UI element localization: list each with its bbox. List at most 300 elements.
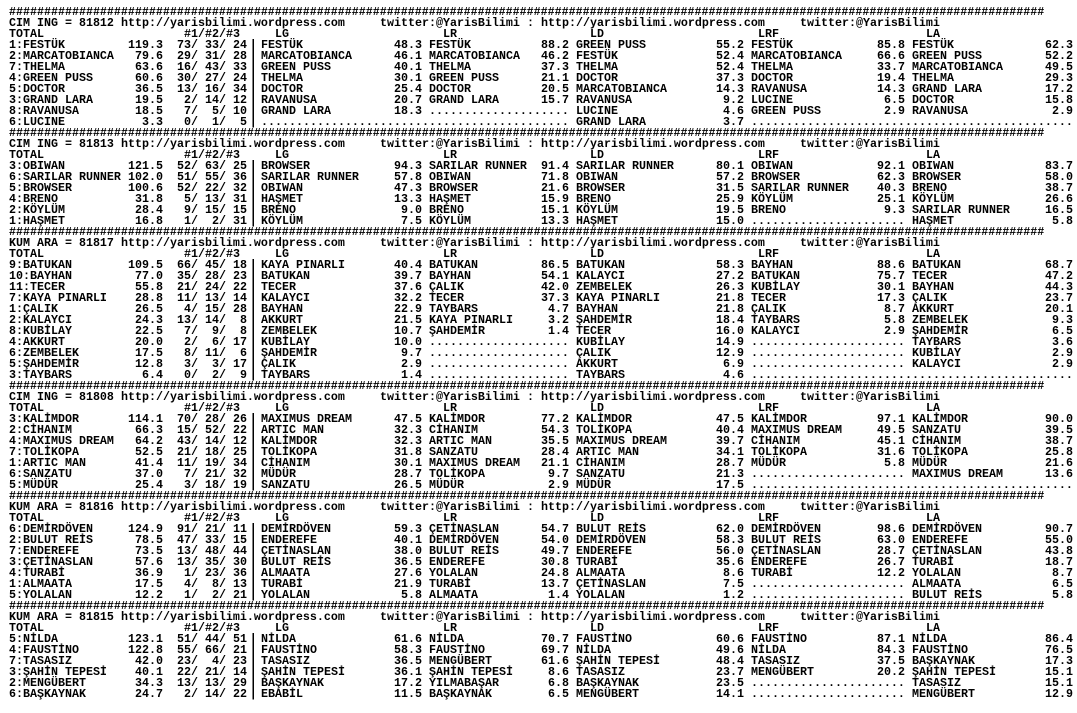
lr-score: 35.5 (541, 434, 569, 448)
lg-score: 94.3 (394, 159, 422, 173)
pick-counts: 30/ 27/ 24 (177, 71, 247, 85)
header-lrf: LRF (758, 401, 779, 415)
column-divider: | (249, 522, 257, 536)
lrf-score: 87.1 (877, 632, 905, 646)
lrf-empty-dots: ...................... (751, 368, 905, 382)
header-picks: #1/#2/#3 (184, 621, 240, 635)
lr-horse: NİLDA (429, 632, 464, 646)
ld-horse: ŞAHDEMİR (576, 313, 632, 327)
total-score: 60.6 (135, 71, 163, 85)
header-lg: LG (275, 401, 289, 415)
total-score: 19.5 (135, 93, 163, 107)
la-horse: KALİMDOR (912, 412, 968, 426)
la-horse: TAYBARS (912, 335, 961, 349)
lr-horse: BAYHAN (429, 269, 471, 283)
lr-horse: YOLALAN (429, 566, 478, 580)
race-title: CIM ING = 81812 (9, 16, 114, 30)
total-score: 31.8 (135, 192, 163, 206)
ld-horse: HAŞMET (576, 214, 618, 228)
column-divider: | (249, 368, 257, 382)
lg-score: 40.4 (394, 258, 422, 272)
lrf-horse: BRENO (751, 203, 786, 217)
site-url: http://yarisbilimi.wordpress.com (541, 236, 765, 250)
horse-name: 5:MÜDÜR (9, 478, 58, 492)
lr-horse: TAYBARS (429, 302, 478, 316)
lr-horse: BULUT REİS (429, 544, 499, 558)
column-divider: | (249, 104, 257, 118)
pick-counts: 66/ 45/ 18 (177, 258, 247, 272)
lr-horse: GREEN PUSS (429, 71, 499, 85)
la-score: 9.3 (1052, 313, 1073, 327)
la-score: 29.3 (1045, 71, 1073, 85)
title-separator: : (527, 16, 534, 30)
pick-counts: 2/ 14/ 22 (184, 687, 247, 701)
ld-horse: ARTIC MAN (576, 445, 639, 459)
horse-name: 7:ENDEREFE (9, 544, 79, 558)
la-horse: SANZATU (912, 423, 961, 437)
ld-horse: AKKURT (576, 357, 618, 371)
la-score: 52.2 (1045, 49, 1073, 63)
pick-counts: 29/ 31/ 28 (177, 49, 247, 63)
ld-score: 28.7 (716, 456, 744, 470)
total-score: 40.1 (135, 665, 163, 679)
lrf-empty-dots: ...................... (751, 676, 905, 690)
column-divider: | (249, 555, 257, 569)
horse-name: 6:SARILAR RUNNER (9, 170, 121, 184)
ld-score: 16.0 (716, 324, 744, 338)
total-score: 18.5 (135, 104, 163, 118)
ld-score: 55.2 (716, 38, 744, 52)
lr-score: 30.8 (541, 555, 569, 569)
lg-score: 10.7 (394, 324, 422, 338)
lrf-empty-dots: ...................... (751, 357, 905, 371)
lg-score: 25.4 (394, 82, 422, 96)
pick-counts: 52/ 63/ 25 (177, 159, 247, 173)
ld-horse: ZEMBELEK (576, 280, 632, 294)
lr-horse: HAŞMET (429, 192, 471, 206)
la-score: 23.7 (1045, 291, 1073, 305)
pick-counts: 73/ 33/ 24 (177, 38, 247, 52)
ld-score: 62.0 (716, 522, 744, 536)
hash-separator: #################################################################################################################################################### (9, 489, 1045, 503)
lrf-empty-dots: ...................... (751, 687, 905, 701)
column-divider: | (249, 676, 257, 690)
la-score: 86.4 (1045, 632, 1073, 646)
lg-horse: MÜDÜR (261, 467, 296, 481)
lr-empty-dots: .................... (429, 335, 569, 349)
pick-counts: 35/ 28/ 23 (177, 269, 247, 283)
twitter-handle: twitter:@YarisBilimi (800, 390, 940, 404)
lg-horse: TASASIZ (261, 654, 310, 668)
lr-horse: DEMİRDÖVEN (429, 533, 499, 547)
ld-score: 21.8 (716, 302, 744, 316)
lrf-horse: TAYBARS (751, 313, 800, 327)
lg-horse: BATUKAN (261, 269, 310, 283)
lr-score: 37.3 (541, 291, 569, 305)
la-horse: THELMA (912, 71, 954, 85)
total-score: 57.6 (135, 555, 163, 569)
lrf-horse: THELMA (751, 60, 793, 74)
header-lr: LR (443, 511, 457, 525)
lg-score: 31.8 (394, 445, 422, 459)
horse-name: 5:DOCTOR (9, 82, 65, 96)
lg-score: 17.2 (394, 676, 422, 690)
lr-horse: ÇETİNASLAN (429, 522, 499, 536)
lr-horse: ALMAATA (429, 588, 478, 602)
column-divider: | (249, 170, 257, 184)
ld-score: 27.2 (716, 269, 744, 283)
horse-name: 4:FAUSTİNO (9, 643, 79, 657)
ld-score: 52.4 (716, 60, 744, 74)
lg-score: 28.7 (394, 467, 422, 481)
hash-separator: #################################################################################################################################################### (9, 599, 1045, 613)
la-score: 62.3 (1045, 38, 1073, 52)
total-score: 24.7 (135, 687, 163, 701)
lr-score: 21.1 (541, 71, 569, 85)
ld-score: 9.2 (723, 93, 744, 107)
ld-horse: DOCTOR (576, 71, 618, 85)
lg-horse: NİLDA (261, 632, 296, 646)
header-lrf: LRF (758, 511, 779, 525)
horse-name: 8:RAVANUSA (9, 104, 79, 118)
pick-counts: 7/ 5/ 10 (184, 104, 247, 118)
title-separator: : (527, 500, 534, 514)
total-score: 42.0 (135, 654, 163, 668)
lg-horse: TECER (261, 280, 296, 294)
lr-score: 1.4 (548, 324, 569, 338)
total-score: 36.5 (135, 82, 163, 96)
lg-score: 30.1 (394, 71, 422, 85)
header-lr: LR (443, 148, 457, 162)
ld-score: 40.4 (716, 423, 744, 437)
lg-score: 32.2 (394, 291, 422, 305)
lg-score: 46.1 (394, 49, 422, 63)
lg-horse: SANZATU (261, 478, 310, 492)
ld-horse: KAYA PINARLI (576, 291, 660, 305)
ld-horse: TECER (576, 324, 611, 338)
la-horse: TECER (912, 269, 947, 283)
lg-score: 2.9 (401, 357, 422, 371)
la-score: 47.2 (1045, 269, 1073, 283)
la-horse: ŞAHDEMİR (912, 324, 968, 338)
ld-score: 49.6 (716, 643, 744, 657)
lg-score: 18.3 (394, 104, 422, 118)
column-divider: | (249, 313, 257, 327)
lr-horse: SARILAR RUNNER (429, 159, 527, 173)
lg-score: 48.3 (394, 38, 422, 52)
header-ld: LD (590, 511, 604, 525)
lg-score: 36.5 (394, 654, 422, 668)
ld-horse: ÇETİNASLAN (576, 577, 646, 591)
lg-horse: MAXIMUS DREAM (261, 412, 352, 426)
ld-horse: MÜDÜR (576, 478, 611, 492)
la-score: 6.5 (1052, 577, 1073, 591)
lg-score: 32.3 (394, 423, 422, 437)
pick-counts: 23/ 4/ 23 (177, 654, 247, 668)
ld-horse: FAUSTİNO (576, 632, 632, 646)
lr-horse: OBIWAN (429, 170, 471, 184)
horse-name: 10:BAYHAN (9, 269, 72, 283)
lr-score: 8.6 (548, 665, 569, 679)
ld-horse: BROWSER (576, 181, 625, 195)
la-horse: NİLDA (912, 632, 947, 646)
la-score: 90.0 (1045, 412, 1073, 426)
lrf-score: 88.6 (877, 258, 905, 272)
pick-counts: 52/ 22/ 32 (177, 181, 247, 195)
ld-score: 14.9 (716, 335, 744, 349)
lrf-horse: ÇETİNASLAN (751, 544, 821, 558)
lg-horse: ZEMBELEK (261, 324, 317, 338)
lg-score: 59.3 (394, 522, 422, 536)
lg-score: 37.6 (394, 280, 422, 294)
ld-score: 37.3 (716, 71, 744, 85)
lrf-horse: BAYHAN (751, 258, 793, 272)
lrf-score: 37.5 (877, 654, 905, 668)
ld-horse: BATUKAN (576, 258, 625, 272)
lrf-score: 12.2 (877, 566, 905, 580)
la-horse: YOLALAN (912, 566, 961, 580)
lr-horse: BAŞKAYNAK (429, 687, 492, 701)
total-score: 122.8 (128, 643, 163, 657)
column-divider: | (249, 665, 257, 679)
ld-score: 31.5 (716, 181, 744, 195)
total-score: 17.5 (135, 346, 163, 360)
lr-horse: ENDEREFE (429, 555, 485, 569)
twitter-handle: twitter:@YarisBilimi (380, 137, 520, 151)
lr-score: 20.5 (541, 82, 569, 96)
ld-horse: TAYBARS (576, 368, 625, 382)
header-lg: LG (275, 247, 289, 261)
lrf-score: 20.2 (877, 665, 905, 679)
total-score: 6.4 (142, 368, 163, 382)
site-url: http://yarisbilimi.wordpress.com (121, 236, 345, 250)
lg-horse: HAŞMET (261, 192, 303, 206)
twitter-handle: twitter:@YarisBilimi (380, 236, 520, 250)
lr-score: 71.8 (541, 170, 569, 184)
lg-horse: AKKURT (261, 313, 303, 327)
horse-name: 3:OBIWAN (9, 159, 65, 173)
la-horse: SARILAR RUNNER (912, 203, 1010, 217)
lrf-horse: DOCTOR (751, 71, 793, 85)
lr-horse: TURABİ (429, 577, 471, 591)
lrf-score: 75.7 (877, 269, 905, 283)
la-horse: DOCTOR (912, 93, 954, 107)
horse-name: 7:THELMA (9, 60, 65, 74)
column-divider: | (249, 71, 257, 85)
lg-score: 47.5 (394, 412, 422, 426)
la-horse: ENDEREFE (912, 533, 968, 547)
lr-score: 9.7 (548, 467, 569, 481)
la-horse: MENGÜBERT (912, 687, 975, 701)
lg-score: 22.9 (394, 302, 422, 316)
ld-horse: SARILAR RUNNER (576, 159, 674, 173)
total-score: 26.5 (135, 302, 163, 316)
ld-score: 25.9 (716, 192, 744, 206)
ld-score: 6.9 (723, 357, 744, 371)
lg-score: 21.5 (394, 313, 422, 327)
column-divider: | (249, 335, 257, 349)
lrf-score: 85.8 (877, 38, 905, 52)
horse-name: 2:MARCATOBIANCA (9, 49, 114, 63)
lr-horse: DOCTOR (429, 82, 471, 96)
lg-score: 9.0 (401, 203, 422, 217)
lrf-score: 63.0 (877, 533, 905, 547)
lg-horse: BAŞKAYNAK (261, 676, 324, 690)
la-score: 5.8 (1052, 214, 1073, 228)
horse-name: 1:HAŞMET (9, 214, 65, 228)
header-la: LA (926, 27, 940, 41)
twitter-handle: twitter:@YarisBilimi (380, 610, 520, 624)
la-horse: GRAND LARA (912, 82, 982, 96)
column-divider: | (249, 423, 257, 437)
lg-score: 27.6 (394, 566, 422, 580)
lg-score: 21.9 (394, 577, 422, 591)
site-url: http://yarisbilimi.wordpress.com (541, 137, 765, 151)
ld-horse: ENDEREFE (576, 544, 632, 558)
lr-score: 54.3 (541, 423, 569, 437)
ld-score: 12.9 (716, 346, 744, 360)
ld-score: 48.4 (716, 654, 744, 668)
ld-score: 17.5 (716, 478, 744, 492)
lrf-score: 98.6 (877, 522, 905, 536)
lg-horse: EBABİL (261, 687, 303, 701)
lrf-empty-dots: ...................... (751, 478, 905, 492)
ld-score: 4.6 (723, 368, 744, 382)
ld-score: 26.3 (716, 280, 744, 294)
pick-counts: 4/ 8/ 13 (184, 577, 247, 591)
column-divider: | (249, 412, 257, 426)
ld-score: 14.1 (716, 687, 744, 701)
total-score: 28.8 (135, 291, 163, 305)
horse-name: 5:BROWSER (9, 181, 72, 195)
lr-score: 61.6 (541, 654, 569, 668)
ld-horse: ALMAATA (576, 566, 625, 580)
horse-name: 3:ÇETİNASLAN (9, 555, 93, 569)
total-score: 20.0 (135, 335, 163, 349)
lg-horse: TAYBARS (261, 368, 310, 382)
lrf-horse: BROWSER (751, 170, 800, 184)
lg-horse: THELMA (261, 71, 303, 85)
la-score: 8.7 (1052, 566, 1073, 580)
column-divider: | (249, 588, 257, 602)
site-url: http://yarisbilimi.wordpress.com (121, 137, 345, 151)
column-divider: | (249, 49, 257, 63)
horse-name: 1:ÇALIK (9, 302, 58, 316)
lrf-score: 26.7 (877, 555, 905, 569)
column-divider: | (249, 214, 257, 228)
pick-counts: 11/ 19/ 34 (177, 456, 247, 470)
pick-counts: 1/ 2/ 21 (184, 588, 247, 602)
lg-horse: KAYA PINARLI (261, 258, 345, 272)
lg-score: 20.7 (394, 93, 422, 107)
lr-horse: TOLİKOPA (429, 467, 485, 481)
pick-counts: 3/ 3/ 17 (184, 357, 247, 371)
lr-empty-dots: .................... (429, 357, 569, 371)
lg-score: 30.1 (394, 456, 422, 470)
twitter-handle: twitter:@YarisBilimi (800, 137, 940, 151)
pick-counts: 13/ 13/ 29 (177, 676, 247, 690)
ld-horse: BAŞKAYNAK (576, 676, 639, 690)
twitter-handle: twitter:@YarisBilimi (800, 16, 940, 30)
lr-horse: ÇALIK (429, 280, 464, 294)
ld-score: 19.5 (716, 203, 744, 217)
ld-score: 1.2 (723, 588, 744, 602)
lrf-horse: KUBİLAY (751, 280, 800, 294)
horse-name: 4:AKKURT (9, 335, 65, 349)
la-score: 25.8 (1045, 445, 1073, 459)
lrf-horse: SARILAR RUNNER (751, 181, 849, 195)
la-horse: TOLİKOPA (912, 445, 968, 459)
lr-horse: MAXIMUS DREAM (429, 456, 520, 470)
header-total: TOTAL (9, 621, 44, 635)
la-horse: MARCATOBIANCA (912, 60, 1003, 74)
lrf-score: 17.3 (877, 291, 905, 305)
pick-counts: 16/ 43/ 33 (177, 60, 247, 74)
lrf-score: 97.1 (877, 412, 905, 426)
la-horse: HAŞMET (912, 214, 954, 228)
total-score: 22.5 (135, 324, 163, 338)
column-divider: | (249, 60, 257, 74)
total-score: 109.5 (128, 258, 163, 272)
la-horse: ŞAHİN TEPESİ (912, 665, 996, 679)
header-picks: #1/#2/#3 (184, 511, 240, 525)
horse-name: 2:KALAYCI (9, 313, 72, 327)
lrf-horse: LUCINE (751, 93, 793, 107)
ld-horse: NİLDA (576, 643, 611, 657)
la-score: 38.7 (1045, 181, 1073, 195)
pick-counts: 13/ 14/ 8 (177, 313, 247, 327)
total-score: 79.6 (135, 49, 163, 63)
header-picks: #1/#2/#3 (184, 247, 240, 261)
lr-horse: SANZATU (429, 445, 478, 459)
twitter-handle: twitter:@YarisBilimi (800, 236, 940, 250)
column-divider: | (249, 346, 257, 360)
lr-score: 4.7 (548, 302, 569, 316)
site-url: http://yarisbilimi.wordpress.com (121, 610, 345, 624)
la-empty-dots: ........................ (905, 478, 1073, 492)
la-horse: BATUKAN (912, 258, 961, 272)
total-score: 34.3 (135, 676, 163, 690)
lrf-score: 6.5 (884, 93, 905, 107)
ld-horse: GREEN PUSS (576, 38, 646, 52)
column-divider: | (249, 654, 257, 668)
la-score: 12.9 (1045, 687, 1073, 701)
site-url: http://yarisbilimi.wordpress.com (121, 390, 345, 404)
lg-score: 1.4 (401, 368, 422, 382)
column-divider: | (249, 434, 257, 448)
ld-score: 23.7 (716, 665, 744, 679)
header-ld: LD (590, 247, 604, 261)
la-horse: TURABİ (912, 555, 954, 569)
lg-horse: KÖYLÜM (261, 214, 303, 228)
ld-horse: KALAYCI (576, 269, 625, 283)
la-score: 17.3 (1045, 654, 1073, 668)
pick-counts: 0/ 2/ 9 (184, 368, 247, 382)
header-lg: LG (275, 148, 289, 162)
lg-score: 40.1 (394, 60, 422, 74)
lg-horse: RAVANUSA (261, 93, 317, 107)
la-score: 3.6 (1052, 335, 1073, 349)
la-score: 2.9 (1052, 346, 1073, 360)
ld-horse: KÖYLÜM (576, 203, 618, 217)
lr-horse: CİHANIM (429, 423, 478, 437)
la-empty-dots: ........................ (905, 115, 1073, 129)
header-lrf: LRF (758, 148, 779, 162)
header-total: TOTAL (9, 27, 44, 41)
lr-score: 46.2 (541, 49, 569, 63)
la-horse: FAUSTİNO (912, 643, 968, 657)
site-url: http://yarisbilimi.wordpress.com (541, 500, 765, 514)
